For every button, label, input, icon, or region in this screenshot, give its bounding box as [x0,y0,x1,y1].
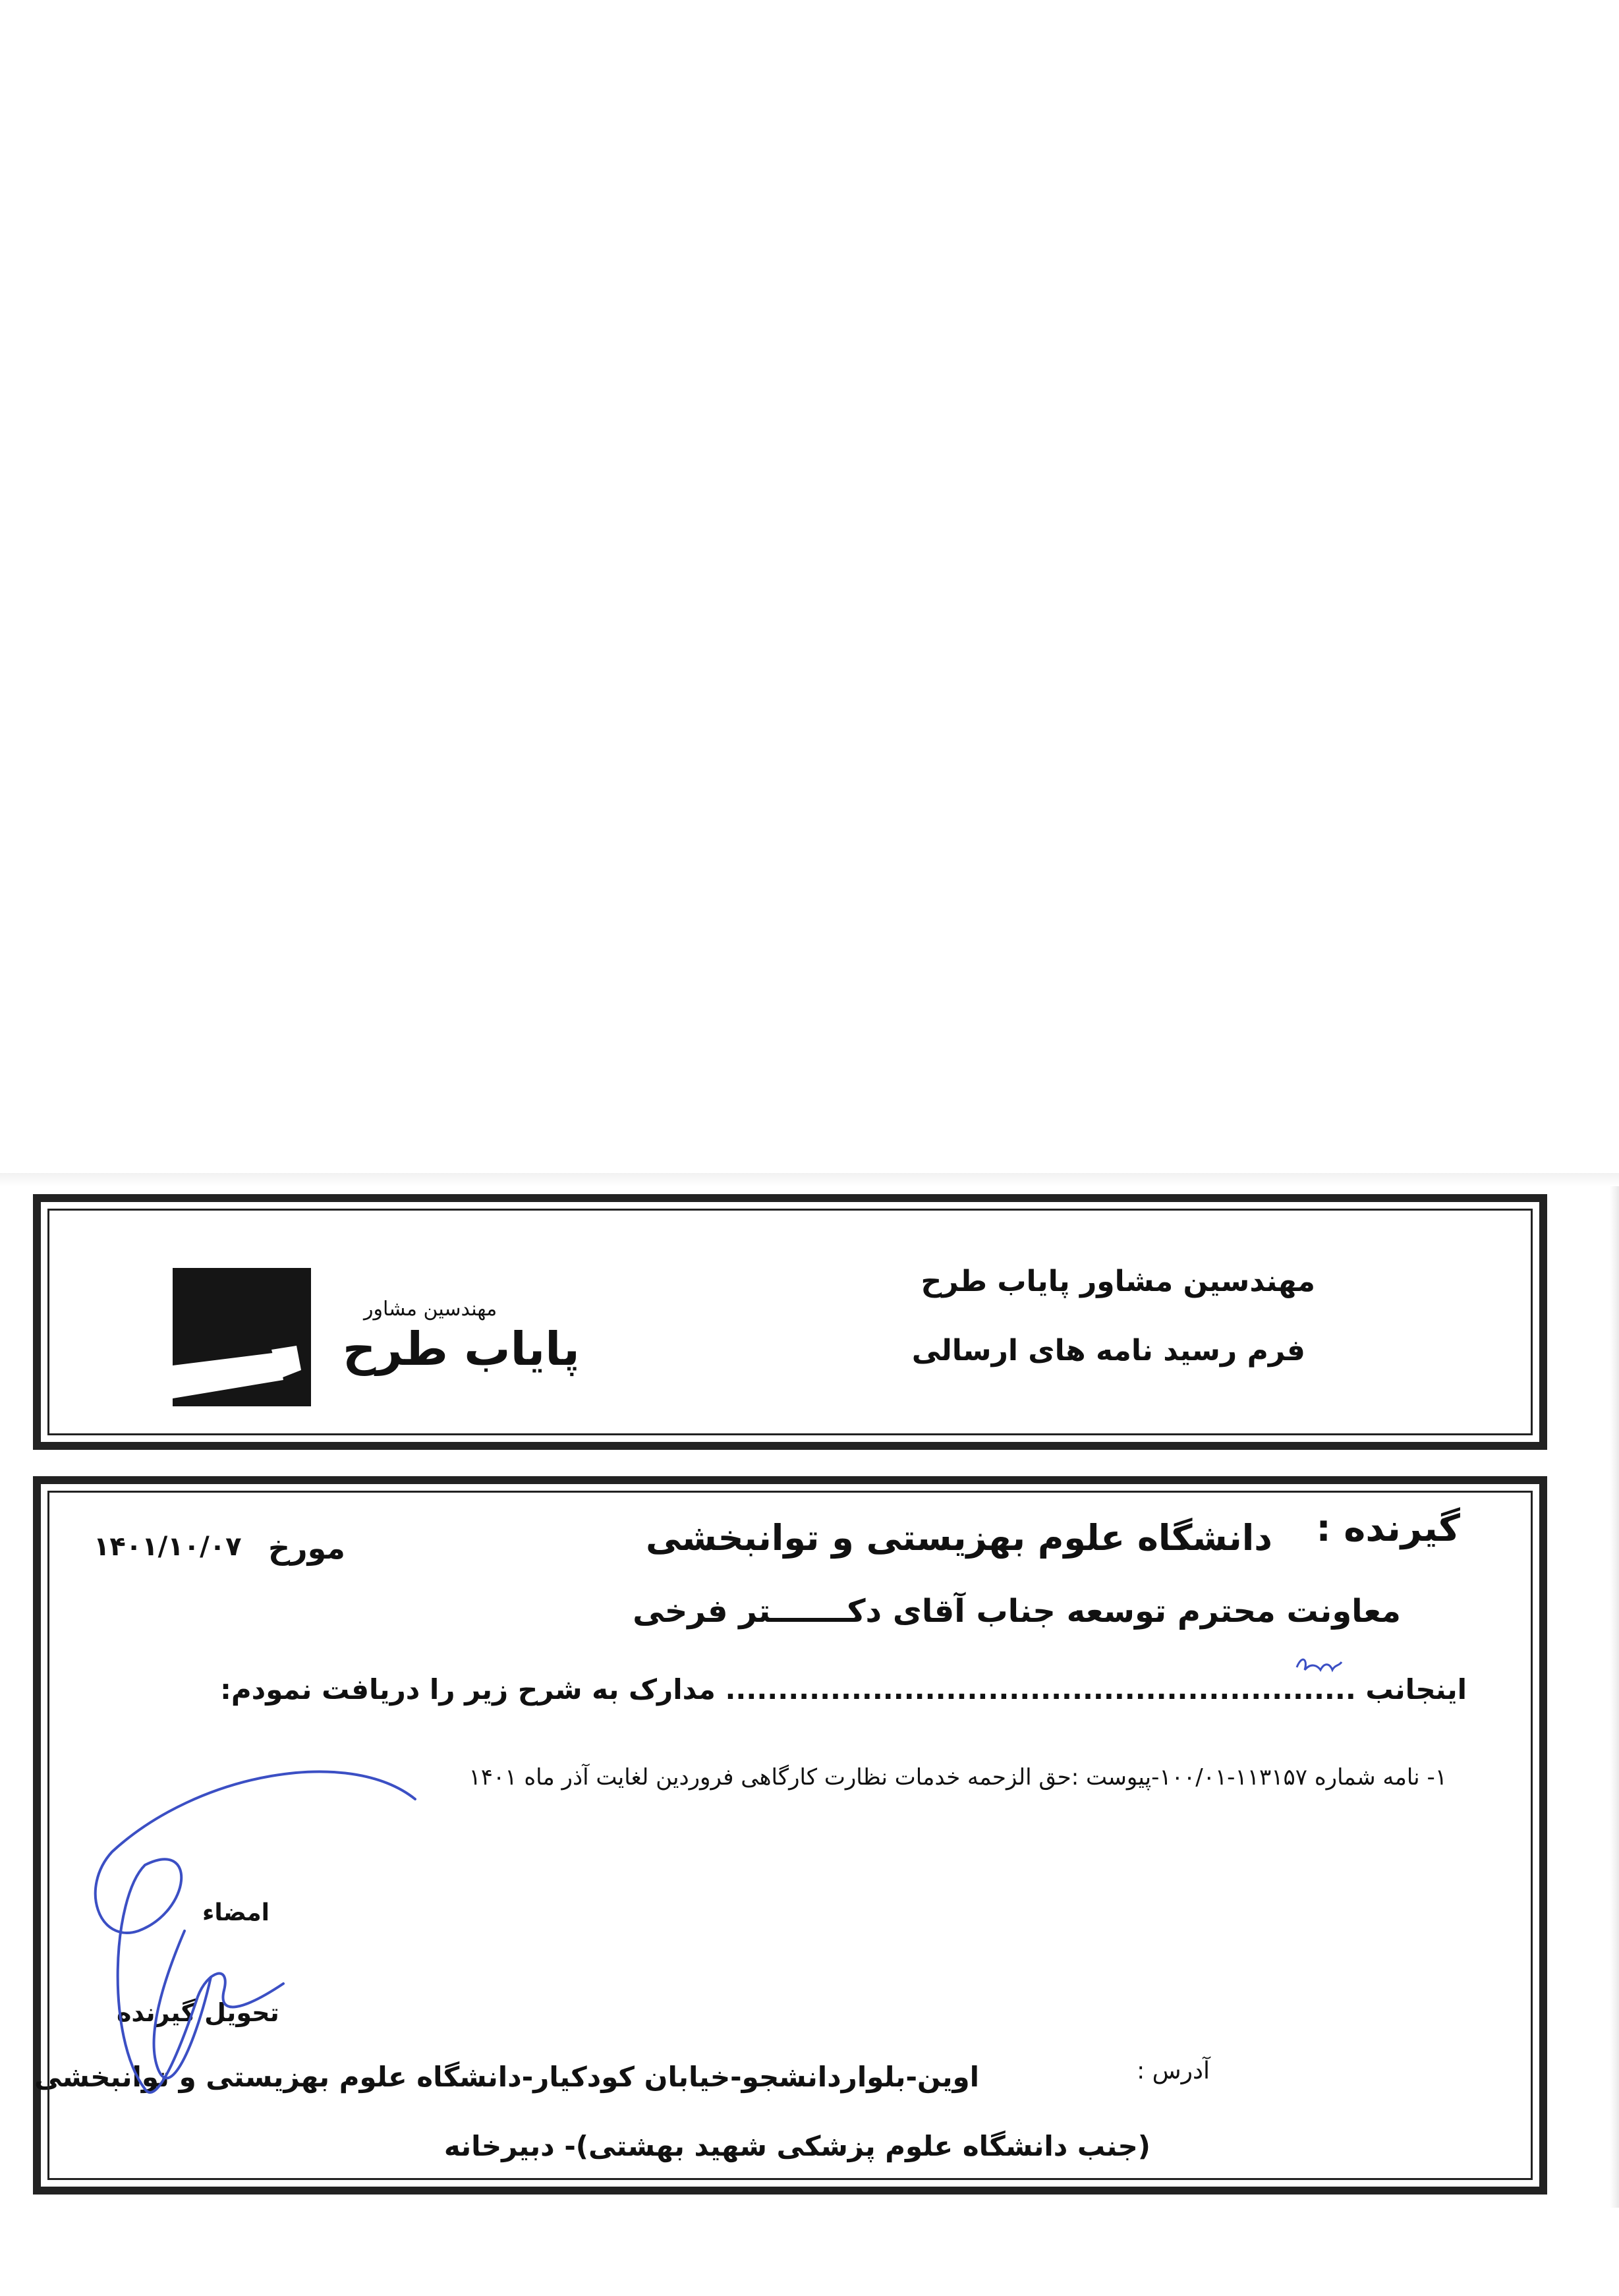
receiver-label: تحویل گیرنده [117,1998,279,2027]
scan-edge [0,1173,1619,1186]
document-item-1: ۱- نامه شماره ۱۱۳۱۵۷-۱۰۰/۰۱-پیوست :حق الزحمه خدمات نظارت کارگاهی فروردین لغایت آذر ماه ۱۴۰۱ [469,1764,1447,1791]
company-logo [173,1268,580,1410]
form-header [33,1194,1547,1450]
receipt-body [33,1476,1547,2195]
date-value: ۱۴۰۱/۱۰/۰۷ [94,1532,242,1562]
address-line-2: (جنب دانشگاه علوم پزشکی شهید بهشتی)- دبیرخانه [443,2130,1150,2162]
company-name: مهندسین مشاور پایاب طرح [921,1265,1315,1298]
form-title: فرم رسید نامه های ارسالی [911,1334,1305,1367]
signature-label: امضاء [202,1899,270,1926]
addressee-line: معاونت محترم توسعه جناب آقای دکـــــــتر فرخی [633,1593,1401,1630]
logo-big-text: پایاب طرح [343,1322,580,1376]
address-line-1: اوین-بلواردانشجو-خیابان کودکیار-دانشگاه علوم بهزیستی و توانبخشی [34,2061,979,2093]
logo-small-text: مهندسین مشاور [364,1298,497,1321]
receipt-statement: اینجانب ............................................................ مدارک به شرح زیر را دریافت نمودم: [220,1673,1467,1706]
recipient-value: دانشگاه علوم بهزیستی و توانبخشی [645,1517,1272,1559]
scan-shadow [1610,1186,1619,2208]
payab-tarh-logo-icon [173,1268,311,1406]
date-label: مورخ [268,1530,345,1566]
recipient-label: گیرنده : [1316,1507,1460,1550]
logo-mark-svg [173,1268,311,1406]
address-label: آدرس : [1137,2057,1210,2084]
